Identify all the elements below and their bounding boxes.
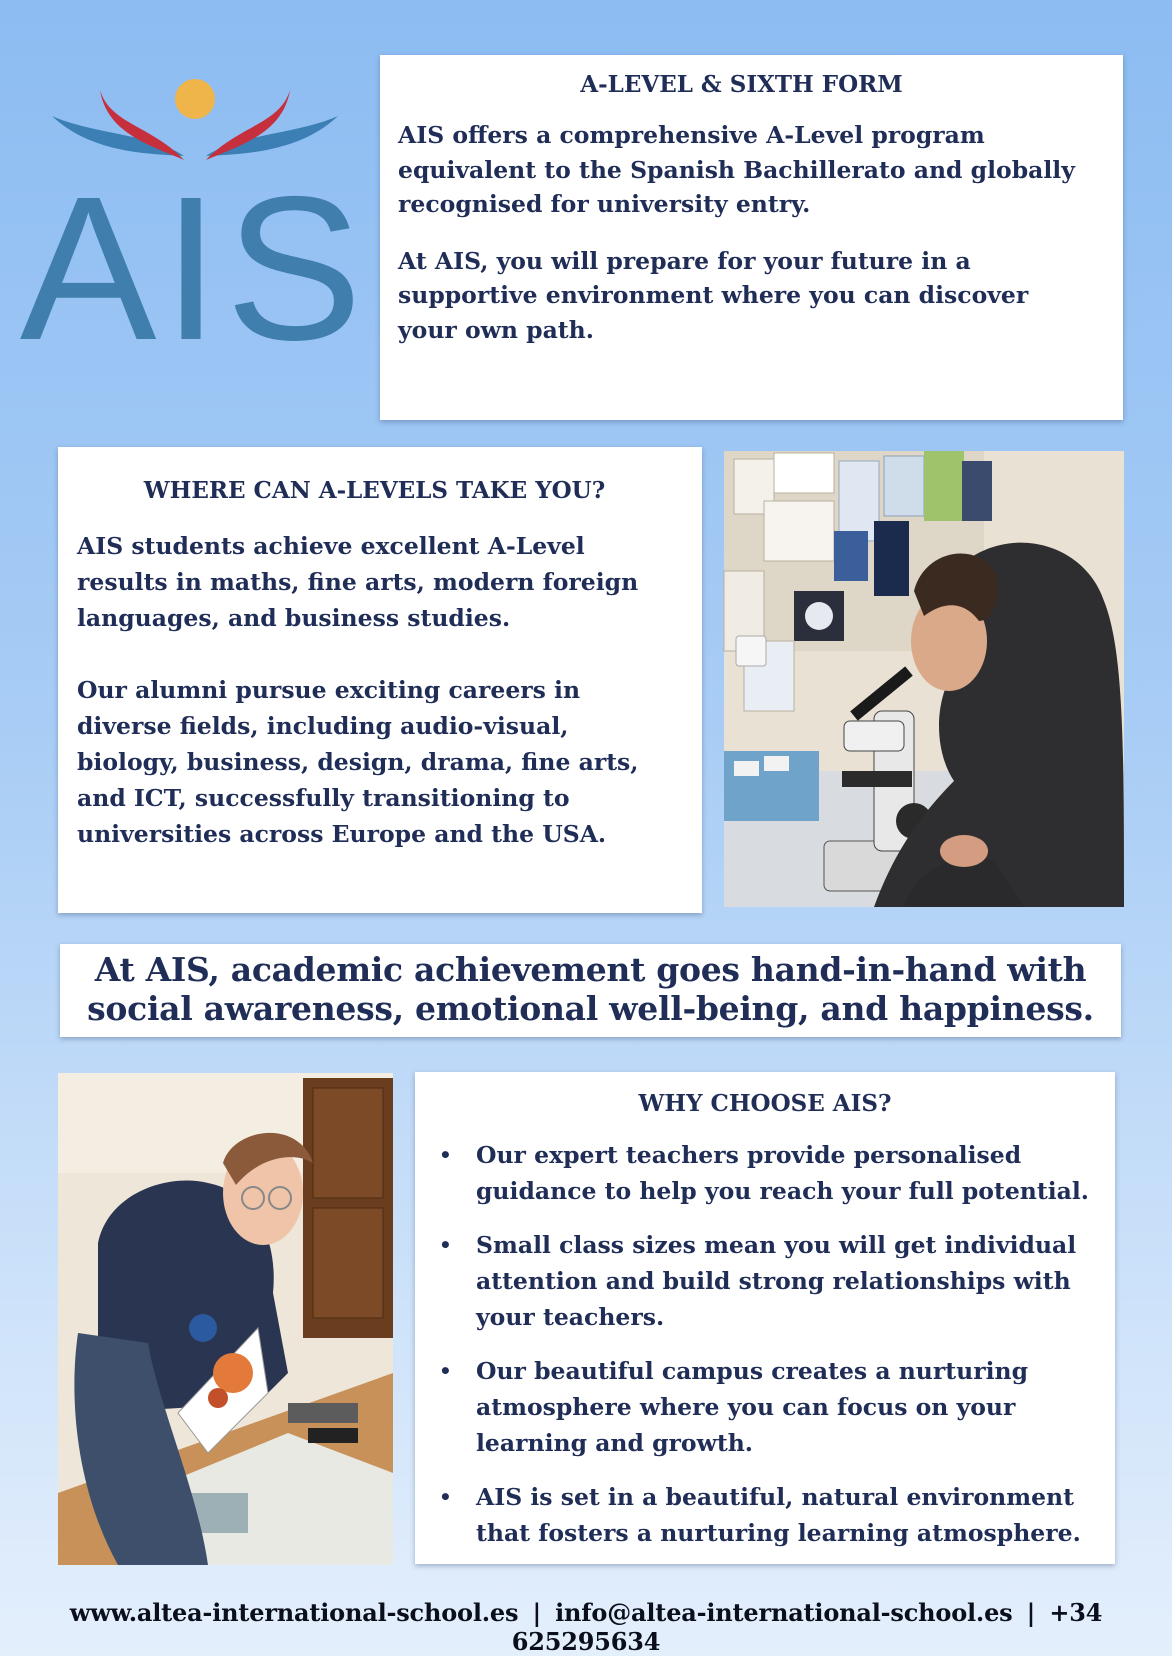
bullet-icon: • <box>439 1143 452 1167</box>
where-heading: WHERE CAN A-LEVELS TAKE YOU? <box>143 477 606 504</box>
separator: | <box>1026 1598 1036 1627</box>
why-item-text: Our beautiful campus creates a nurturing atmosphere where you can focus on your learning and growth. <box>476 1357 1029 1457</box>
list-item <box>435 1353 1095 1461</box>
photo-student-microscope <box>724 451 1124 907</box>
intro-paragraph-2: At AIS, you will prepare for your future in a supportive environment where you can discover your own path. <box>398 246 1029 344</box>
bullet-icon: • <box>439 1359 452 1383</box>
where-card <box>58 447 702 913</box>
intro-heading: A-LEVEL & SIXTH FORM <box>580 71 903 98</box>
separator: | <box>532 1598 541 1627</box>
photo-student-art <box>58 1073 393 1565</box>
list-item <box>435 1479 1095 1551</box>
quote-line-2: social awareness, emotional well-being, and happiness. <box>87 989 1094 1028</box>
footer-contact <box>0 1598 1172 1656</box>
intro-card <box>380 55 1123 420</box>
intro-paragraph-1: AIS offers a comprehensive A-Level program equivalent to the Spanish Bachillerato and globally recognised for university entry. <box>398 121 1075 218</box>
bullet-icon: • <box>439 1485 452 1509</box>
list-item <box>435 1137 1095 1209</box>
phone-number[interactable]: +34 625295634 <box>511 1598 1103 1656</box>
logo-text: AIS <box>19 154 369 383</box>
list-item <box>435 1227 1095 1335</box>
quote-line-1: At AIS, academic achievement goes hand-in-hand with <box>94 950 1087 989</box>
where-paragraph-1: AIS students achieve excellent A-Level results in maths, fine arts, modern foreign languages, and business studies. <box>77 532 639 632</box>
why-item-text: AIS is set in a beautiful, natural environment that fosters a nurturing learning atmosphere. <box>476 1483 1081 1547</box>
why-list <box>435 1137 1095 1551</box>
microscope-photo-illustration <box>724 451 1124 907</box>
bullet-icon: • <box>439 1233 452 1257</box>
why-heading: WHY CHOOSE AIS? <box>638 1090 892 1117</box>
email-link[interactable]: info@altea-international-school.es <box>555 1598 1013 1627</box>
quote-banner <box>60 944 1121 1037</box>
why-card <box>415 1072 1115 1564</box>
ais-logo-graphic <box>19 74 369 383</box>
why-item-text: Small class sizes mean you will get individual attention and build strong relationships with your teachers. <box>476 1231 1077 1331</box>
where-paragraph-2: Our alumni pursue exciting careers in diverse fields, including audio-visual, biology, business, design, drama, fine arts, and ICT, successfully transitioning to universities across Europe and the USA. <box>77 676 639 848</box>
ais-logo <box>19 74 369 383</box>
logo-sun <box>175 79 215 119</box>
website-link[interactable]: www.altea-international-school.es <box>69 1598 519 1627</box>
art-photo-illustration <box>58 1073 393 1565</box>
why-item-text: Our expert teachers provide personalised guidance to help you reach your full potential. <box>476 1141 1089 1205</box>
